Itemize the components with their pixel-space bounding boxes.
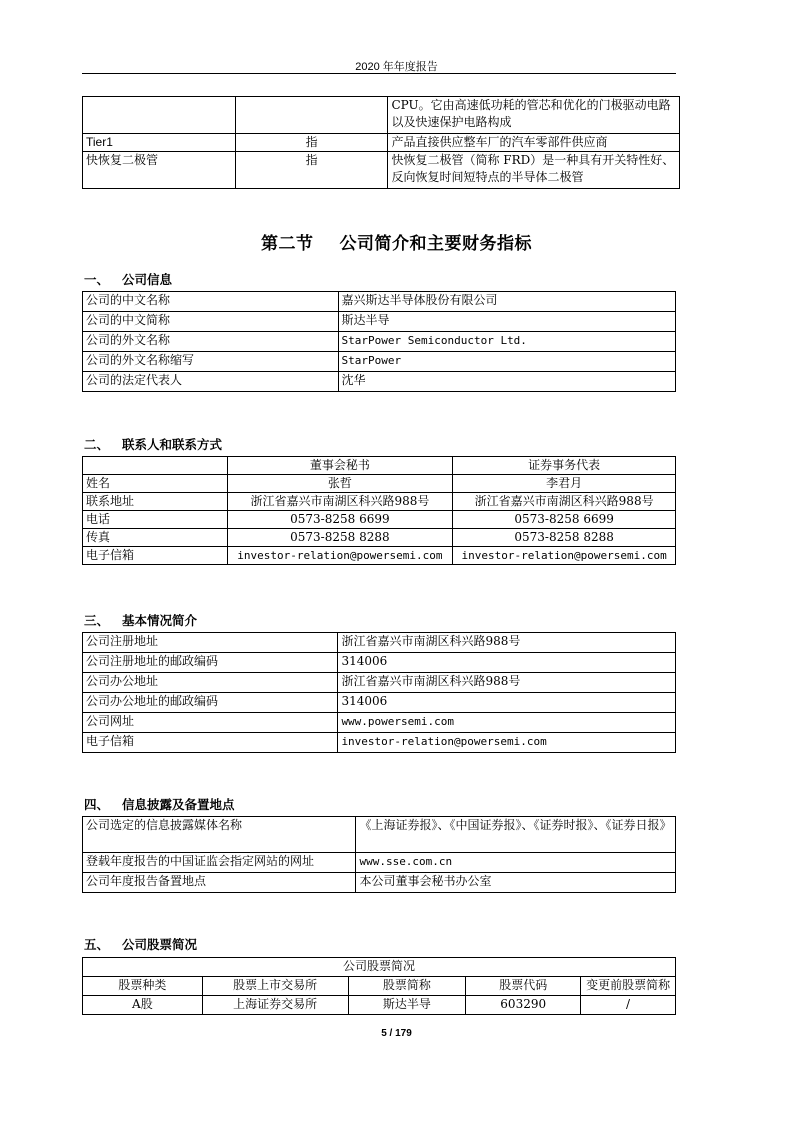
page-header: 2020 年年度报告 <box>355 61 438 73</box>
row-value: 浙江省嘉兴市南湖区科兴路988号 <box>227 493 453 511</box>
row-value: 张哲 <box>227 475 453 493</box>
heading-number: 四、 <box>84 797 110 812</box>
table-row <box>83 958 676 977</box>
glossary-mark <box>235 97 388 134</box>
page-number: 5 / 179 <box>381 1028 412 1039</box>
basic-info-heading <box>84 611 197 629</box>
heading-text: 公司股票简况 <box>122 937 198 952</box>
disclosure-heading <box>84 795 235 813</box>
row-label: 公司的中文简称 <box>83 312 339 332</box>
row-label: 公司注册地址的邮政编码 <box>83 653 338 673</box>
column-header: 董事会秘书 <box>227 457 453 475</box>
heading-number: 三、 <box>84 613 110 628</box>
stock-heading <box>84 935 197 953</box>
basic-info-table <box>82 632 676 753</box>
row-label: 电子信箱 <box>83 733 338 753</box>
header-divider <box>82 73 676 74</box>
table-row <box>83 352 676 372</box>
row-value: 0573-8258 6699 <box>227 511 453 529</box>
table-row <box>83 97 680 134</box>
row-value: 0573-8258 6699 <box>453 511 676 529</box>
heading-text: 联系人和联系方式 <box>122 437 223 452</box>
column-header: 股票种类 <box>83 977 203 996</box>
table-row <box>83 493 676 511</box>
glossary-table <box>82 96 680 189</box>
glossary-definition: CPU。它由高速低功耗的管芯和优化的门极驱动电路以及快速保护电路构成 <box>388 97 680 134</box>
row-value: www.sse.com.cn <box>356 853 676 873</box>
heading-text: 公司信息 <box>122 272 173 287</box>
table-caption: 公司股票简况 <box>83 958 676 977</box>
row-value: www.powersemi.com <box>338 713 676 733</box>
row-label: 公司的中文名称 <box>83 292 339 312</box>
column-header: 股票上市交易所 <box>202 977 348 996</box>
row-value: 603290 <box>466 996 581 1015</box>
glossary-mark: 指 <box>235 134 388 152</box>
row-label: 联系地址 <box>83 493 228 511</box>
table-row <box>83 292 676 312</box>
row-label: 姓名 <box>83 475 228 493</box>
row-value: investor-relation@powersemi.com <box>453 547 676 565</box>
section-title <box>0 229 793 254</box>
disclosure-table <box>82 816 676 893</box>
row-label: 公司办公地址 <box>83 673 338 693</box>
contacts-table <box>82 456 676 565</box>
table-row <box>83 817 676 853</box>
row-value: 浙江省嘉兴市南湖区科兴路988号 <box>338 673 676 693</box>
row-value: StarPower <box>338 352 676 372</box>
table-row <box>83 332 676 352</box>
row-value: 314006 <box>338 653 676 673</box>
table-row <box>83 996 676 1015</box>
table-row <box>83 312 676 332</box>
row-value: 浙江省嘉兴市南湖区科兴路988号 <box>338 633 676 653</box>
row-label: 登载年度报告的中国证监会指定网站的网址 <box>83 853 356 873</box>
table-row <box>83 134 680 152</box>
row-value: 0573-8258 8288 <box>227 529 453 547</box>
glossary-mark: 指 <box>235 152 388 189</box>
heading-number: 二、 <box>84 437 110 452</box>
table-row <box>83 152 680 189</box>
heading-number: 一、 <box>84 272 110 287</box>
glossary-term: Tier1 <box>83 134 236 152</box>
table-row <box>83 733 676 753</box>
column-header: 股票代码 <box>466 977 581 996</box>
row-label: 传真 <box>83 529 228 547</box>
table-row <box>83 633 676 653</box>
table-row <box>83 873 676 893</box>
row-value: investor-relation@powersemi.com <box>227 547 453 565</box>
row-value: 0573-8258 8288 <box>453 529 676 547</box>
row-value: 李君月 <box>453 475 676 493</box>
glossary-term: 快恢复二极管 <box>83 152 236 189</box>
heading-text: 信息披露及备置地点 <box>122 797 235 812</box>
row-label: 公司选定的信息披露媒体名称 <box>83 817 356 853</box>
row-value: 《上海证券报》、《中国证券报》、《证券时报》、《证券日报》 <box>356 817 676 853</box>
table-row <box>83 653 676 673</box>
contacts-heading <box>84 435 222 453</box>
table-row <box>83 511 676 529</box>
column-header: 变更前股票简称 <box>581 977 676 996</box>
heading-number: 五、 <box>84 937 110 952</box>
row-value: 本公司董事会秘书办公室 <box>356 873 676 893</box>
row-label <box>83 457 228 475</box>
table-row <box>83 372 676 392</box>
table-row <box>83 475 676 493</box>
company-info-table <box>82 291 676 392</box>
row-value: 上海证券交易所 <box>202 996 348 1015</box>
table-row <box>83 693 676 713</box>
stock-table <box>82 957 676 1015</box>
row-value: 314006 <box>338 693 676 713</box>
row-label: 电话 <box>83 511 228 529</box>
row-label: 公司的外文名称 <box>83 332 339 352</box>
row-label: 公司网址 <box>83 713 338 733</box>
table-row <box>83 713 676 733</box>
table-row <box>83 673 676 693</box>
table-row <box>83 457 676 475</box>
column-header: 股票简称 <box>348 977 466 996</box>
company-info-heading <box>84 270 172 288</box>
row-value: 斯达半导 <box>348 996 466 1015</box>
row-value: StarPower Semiconductor Ltd. <box>338 332 676 352</box>
column-header: 证券事务代表 <box>453 457 676 475</box>
row-label: 电子信箱 <box>83 547 228 565</box>
glossary-term <box>83 97 236 134</box>
table-row <box>83 547 676 565</box>
row-value: 嘉兴斯达半导体股份有限公司 <box>338 292 676 312</box>
row-value: A股 <box>83 996 203 1015</box>
row-value: 浙江省嘉兴市南湖区科兴路988号 <box>453 493 676 511</box>
glossary-definition: 产品直接供应整车厂的汽车零部件供应商 <box>388 134 680 152</box>
row-value: / <box>581 996 676 1015</box>
row-label: 公司办公地址的邮政编码 <box>83 693 338 713</box>
glossary-definition: 快恢复二极管（简称 FRD）是一种具有开关特性好、反向恢复时间短特点的半导体二极管 <box>388 152 680 189</box>
row-label: 公司的法定代表人 <box>83 372 339 392</box>
heading-text: 基本情况简介 <box>122 613 198 628</box>
table-row <box>83 853 676 873</box>
row-label: 公司的外文名称缩写 <box>83 352 339 372</box>
row-value: investor-relation@powersemi.com <box>338 733 676 753</box>
table-row <box>83 529 676 547</box>
table-row <box>83 977 676 996</box>
row-value: 沈华 <box>338 372 676 392</box>
row-label: 公司年度报告备置地点 <box>83 873 356 893</box>
row-value: 斯达半导 <box>338 312 676 332</box>
section-name: 公司简介和主要财务指标 <box>339 234 532 254</box>
section-number: 第二节 <box>261 234 314 254</box>
row-label: 公司注册地址 <box>83 633 338 653</box>
